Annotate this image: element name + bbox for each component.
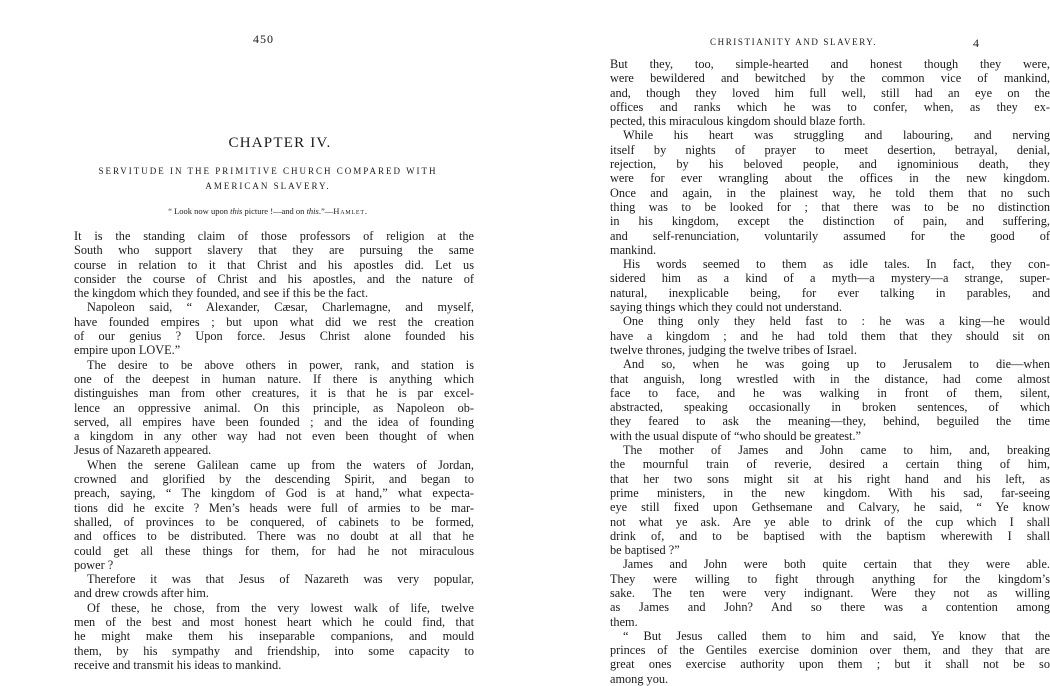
epigraph-suffix: .”— bbox=[318, 206, 334, 216]
text-line: princes of the Gentiles exercise dominion over them, and they that are bbox=[610, 643, 1050, 658]
text-line: as James and John? And so there was a contention among bbox=[610, 600, 1050, 615]
text-line: sake. The ten were very indignant. Were they not as willing bbox=[610, 585, 1050, 600]
text-line: face to face, and he was walking in front of them, silent, bbox=[610, 385, 1050, 400]
text-line: power ? bbox=[74, 557, 114, 572]
chapter-subtitle bbox=[78, 164, 458, 194]
text-line: with the usual dispute of “who should be greatest.” bbox=[610, 428, 862, 443]
text-line: be baptised ?” bbox=[610, 543, 680, 558]
text-line: were bewildered and bewitched by the common vice of mankind, bbox=[610, 71, 1050, 86]
text-line: consider the course of Christ and his apostles, and the nature of bbox=[74, 271, 474, 286]
text-line: the mournful train of reverie, desired a certain thing of him, bbox=[610, 457, 1050, 472]
epigraph-emphasis: this bbox=[230, 206, 243, 216]
text-line: among you. bbox=[610, 671, 669, 686]
text-line: could get all these things for them, for had he not miraculous bbox=[74, 543, 474, 558]
text-line: But they, too, simple-hearted and honest though they were, bbox=[610, 57, 1050, 71]
text-line: and self-renunciation, voluntarily assumed for the good of bbox=[610, 228, 1050, 243]
text-line: James and John were both quite certain that they were able. bbox=[623, 557, 1050, 572]
text-line: His words seemed to them as idle tales. In fact, they con- bbox=[623, 257, 1050, 272]
text-line: sidered him as a kind of a myth—a mystery—a strange, super- bbox=[610, 271, 1050, 286]
text-line: of our genius ? Upon force. Jesus Christ alone founded his bbox=[74, 329, 474, 344]
text-line: one of the deepest in human nature. If there is anything which bbox=[74, 371, 474, 386]
text-line: them, by his sympathy and friendship, into some capacity to bbox=[74, 643, 474, 658]
text-line: And so, when he was going up to Jerusalem to die—when bbox=[623, 357, 1050, 372]
text-line: were for ever wrangling about the offices in the new kingdom. bbox=[610, 171, 1050, 186]
text-line: and drew crowds after him. bbox=[74, 586, 209, 601]
text-line: thing was to be looked for ; that there was to be no distinction bbox=[610, 199, 1050, 214]
epigraph-middle: picture !—and on bbox=[242, 206, 307, 216]
subtitle-line: SERVITUDE IN THE PRIMITIVE CHURCH COMPARED WITH bbox=[98, 166, 438, 176]
text-line: natural, inexplicable being, for ever talking in parables, and bbox=[610, 285, 1050, 300]
text-line: One thing only they held fast to : he was a king—he would bbox=[623, 314, 1050, 329]
text-line: Jesus of Nazareth appeared. bbox=[74, 443, 212, 458]
text-line: he might make them his inseparable companions, and mould bbox=[74, 629, 474, 644]
text-line: the kingdom which they founded, and see if this be the fact. bbox=[74, 286, 369, 301]
text-line: empire upon LOVE.” bbox=[74, 343, 181, 358]
text-line: a kingdom in any other way had not even been thought of when bbox=[74, 429, 474, 444]
text-line: tions did he excite ? Men’s heads were full of armies to be mar- bbox=[74, 500, 474, 515]
text-line: distinguishes man from other creatures, it is that he is par excel- bbox=[74, 386, 474, 401]
text-line: that her two sons might sit at his right hand and his left, as bbox=[610, 471, 1050, 486]
text-line: pected, this miraculous kingdom should blaze forth. bbox=[610, 114, 866, 129]
text-line: They were willing to fight through anything for the kingdom’s bbox=[610, 571, 1050, 586]
epigraph-prefix: “ Look now upon bbox=[168, 206, 231, 216]
text-line: lence an oppressive animal. On this principle, as Napoleon ob- bbox=[74, 400, 474, 415]
right-body-text bbox=[610, 57, 1050, 686]
text-line: It is the standing claim of those professors of religion at the bbox=[74, 229, 474, 243]
chapter-title: CHAPTER IV. bbox=[228, 135, 332, 151]
text-line: not what ye ask. Are ye able to drink of the cup which I shall bbox=[610, 514, 1050, 529]
text-line: course in relation to it that Christ and his apostles did. Let us bbox=[74, 257, 474, 272]
text-line: “ But Jesus called them to him and said, Ye know that the bbox=[623, 628, 1050, 643]
text-line: in his kingdom, except the distinction of pain, and suffering, bbox=[610, 214, 1050, 229]
text-line: shalled, of provinces to be conquered, of cabinets to be formed, bbox=[74, 514, 474, 529]
text-line: have founded empires ; but upon what did we rest the creation bbox=[74, 314, 474, 329]
text-line: crowned and glorified by the descending Spirit, and began to bbox=[74, 472, 474, 487]
text-line: Of these, he chose, from the very lowest walk of life, twelve bbox=[87, 600, 474, 615]
subtitle-line: AMERICAN SLAVERY. bbox=[205, 181, 331, 191]
page-number: 4 bbox=[973, 36, 980, 50]
text-line: and offices to be distributed. There was no doubt at all that he bbox=[74, 529, 474, 544]
text-line: rejection, by his beloved people, and ignominious death, they bbox=[610, 157, 1050, 172]
text-line: preach, saying, “ The kingdom of God is at hand,” what expecta- bbox=[74, 486, 474, 501]
text-line: Once and again, in the plainest way, he told them that no such bbox=[610, 185, 1050, 200]
text-line: While his heart was struggling and labouring, and nerving bbox=[623, 128, 1050, 143]
text-line: Napoleon said, “ Alexander, Cæsar, Charlemagne, and myself, bbox=[87, 300, 474, 315]
text-line: and, though they loved him full well, still had an eye on the bbox=[610, 85, 1050, 100]
text-line: South who support slavery that they are pursuing the same bbox=[74, 243, 474, 258]
page-number: 450 bbox=[253, 32, 274, 46]
epigraph bbox=[78, 206, 458, 216]
text-line: The mother of James and John came to him, and, breaking bbox=[623, 443, 1050, 458]
text-line: When the serene Galilean came up from the waters of Jordan, bbox=[87, 457, 474, 472]
text-line: eye still fixed upon Gethsemane and Calvary, he said, “ Ye know bbox=[610, 500, 1050, 515]
text-line: twelve thrones, judging the twelve tribes of Israel. bbox=[610, 342, 857, 357]
text-line: The desire to be above others in power, rank, and station is bbox=[87, 357, 474, 372]
epigraph-emphasis: this bbox=[306, 206, 319, 216]
text-line: them. bbox=[610, 614, 638, 629]
running-head: CHRISTIANITY AND SLAVERY. bbox=[710, 37, 878, 47]
text-line: saying things which they could not understand. bbox=[610, 300, 842, 315]
text-line: that anguish, long wrestled with in the distance, had come almost bbox=[610, 371, 1050, 386]
text-line: have a kingdom ; and he had told them that they should sit on bbox=[610, 328, 1050, 343]
text-line: drink of, and to be baptised with the baptism wherewith I shall bbox=[610, 528, 1050, 543]
epigraph-attribution: Hamlet. bbox=[333, 206, 368, 216]
left-body-text bbox=[74, 229, 474, 672]
left-page bbox=[0, 0, 500, 672]
text-line: prime ministers, in the new kingdom. With his sad, far-seeing bbox=[610, 485, 1050, 500]
text-line: served, all empires have been founded ; and the idea of founding bbox=[74, 414, 474, 429]
text-line: receive and transmit his ideas to mankind. bbox=[74, 657, 282, 672]
text-line: itself by nights of prayer to meet desertion, betrayal, denial, bbox=[610, 142, 1050, 157]
text-line: men of the best and most honest heart which he could find, that bbox=[74, 615, 474, 630]
text-line: offices and ranks which he was to confer, when, as they ex- bbox=[610, 99, 1050, 114]
text-line: abstracted, speaking occasionally in broken sentences, of which bbox=[610, 400, 1050, 415]
text-line: Therefore it was that Jesus of Nazareth was very popular, bbox=[87, 572, 474, 587]
right-page bbox=[560, 0, 1050, 686]
text-line: mankind. bbox=[610, 242, 657, 257]
text-line: they feared to ask the meaning—they, behind, beguiled the time bbox=[610, 414, 1050, 429]
text-line: great ones exercise authority upon them ; but it shall not be so bbox=[610, 657, 1050, 672]
